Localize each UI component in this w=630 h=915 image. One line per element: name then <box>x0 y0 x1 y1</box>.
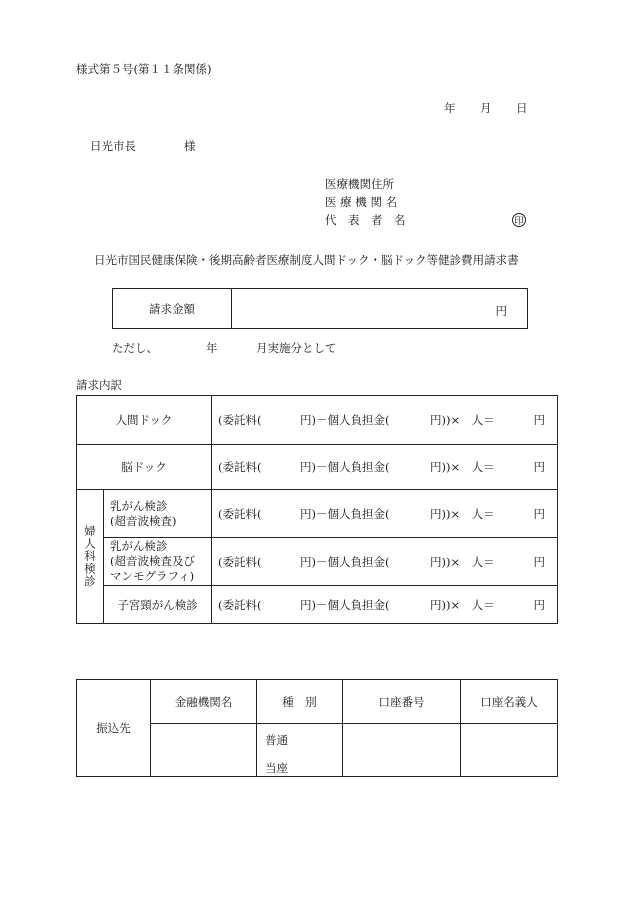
account-type-current[interactable]: 当座 <box>265 761 288 775</box>
gynecology-group-cell <box>77 490 104 624</box>
row-name: 人間ドック <box>77 396 212 445</box>
institution-address-label: 医療機関住所 <box>325 177 394 191</box>
claim-amount-field[interactable] <box>232 289 527 328</box>
formula-end: 円))× 人＝ <box>430 554 495 569</box>
formula-cell[interactable] <box>212 586 558 624</box>
formula-end: 円))× 人＝ <box>430 597 495 612</box>
honorific: 様 <box>184 139 196 153</box>
addressee: 日光市長 <box>90 139 136 153</box>
formula-cell[interactable] <box>212 445 558 490</box>
account-number-field[interactable] <box>343 724 461 777</box>
formula-mid: 円)－個人負担金( <box>300 460 390 474</box>
formula-open: (委託料( <box>218 506 262 521</box>
formula-end: 円))× 人＝ <box>430 413 495 427</box>
formula-cell[interactable] <box>212 396 558 445</box>
institution-name-label: 医 療 機 関 名 <box>325 195 398 209</box>
row-name: 脳ドック <box>77 445 212 490</box>
bank-transfer-table <box>76 679 558 777</box>
breakdown-heading: 請求内訳 <box>76 378 122 392</box>
row-name <box>104 490 212 538</box>
formula-mid: 円)－個人負担金( <box>300 554 390 569</box>
form-number: 様式第５号(第１１条関係) <box>76 62 212 76</box>
row-name-line: (超音波検査及び <box>110 554 195 569</box>
formula-cell[interactable] <box>212 490 558 538</box>
row-name-line: 乳がん検診 <box>110 539 168 554</box>
formula-open: (委託料( <box>218 554 262 569</box>
claim-amount-unit: 円 <box>495 304 507 318</box>
proviso-prefix: ただし、 <box>112 341 158 355</box>
formula-yen: 円 <box>533 597 546 612</box>
claim-amount-box <box>112 288 528 329</box>
formula-mid: 円)－個人負担金( <box>300 506 390 521</box>
account-holder-field[interactable] <box>461 724 558 777</box>
representative-label: 代 表 者 名 <box>325 213 406 227</box>
proviso-suffix: 月実施分として <box>256 341 337 355</box>
row-name-line: (超音波検査) <box>110 513 177 528</box>
table-row <box>77 445 558 490</box>
formula-end: 円))× 人＝ <box>430 460 495 474</box>
row-name-line: 乳がん検診 <box>110 498 168 513</box>
formula-end: 円))× 人＝ <box>430 506 495 521</box>
transfer-destination-label: 振込先 <box>77 680 151 777</box>
bank-name-field[interactable] <box>151 724 257 777</box>
account-type-header: 種 別 <box>257 680 343 724</box>
table-row <box>77 396 558 445</box>
formula-open: (委託料( <box>218 597 262 612</box>
account-holder-header: 口座名義人 <box>461 680 558 724</box>
formula-mid: 円)－個人負担金( <box>300 597 390 612</box>
formula-yen: 円 <box>533 460 546 474</box>
row-name <box>104 538 212 586</box>
formula-cell[interactable] <box>212 538 558 586</box>
table-row <box>77 680 558 724</box>
date-day-label: 日 <box>516 101 528 115</box>
account-type-ordinary[interactable]: 普通 <box>265 733 288 747</box>
formula-open: (委託料( <box>218 460 262 474</box>
claim-amount-label: 請求金額 <box>113 289 232 328</box>
account-type-field[interactable] <box>257 724 343 777</box>
formula-yen: 円 <box>533 554 546 569</box>
document-title: 日光市国民健康保険・後期高齢者医療制度人間ドック・脳ドック等健診費用請求書 <box>94 253 519 267</box>
breakdown-table <box>76 395 558 624</box>
seal-mark: 印 <box>512 213 526 227</box>
table-row <box>77 490 558 538</box>
formula-yen: 円 <box>533 506 546 521</box>
formula-mid: 円)－個人負担金( <box>300 413 390 427</box>
proviso-year: 年 <box>206 341 218 355</box>
bank-name-header: 金融機関名 <box>151 680 257 724</box>
table-row <box>77 538 558 586</box>
gynecology-group-label: 婦人科検診 <box>83 525 97 588</box>
date-year-label: 年 <box>444 101 456 115</box>
row-name-line: マンモグラフィ) <box>110 568 195 583</box>
formula-yen: 円 <box>533 413 546 427</box>
table-row <box>77 586 558 624</box>
row-name: 子宮頸がん検診 <box>104 586 212 624</box>
date-month-label: 月 <box>480 101 492 115</box>
account-number-header: 口座番号 <box>343 680 461 724</box>
formula-open: (委託料( <box>218 413 262 427</box>
